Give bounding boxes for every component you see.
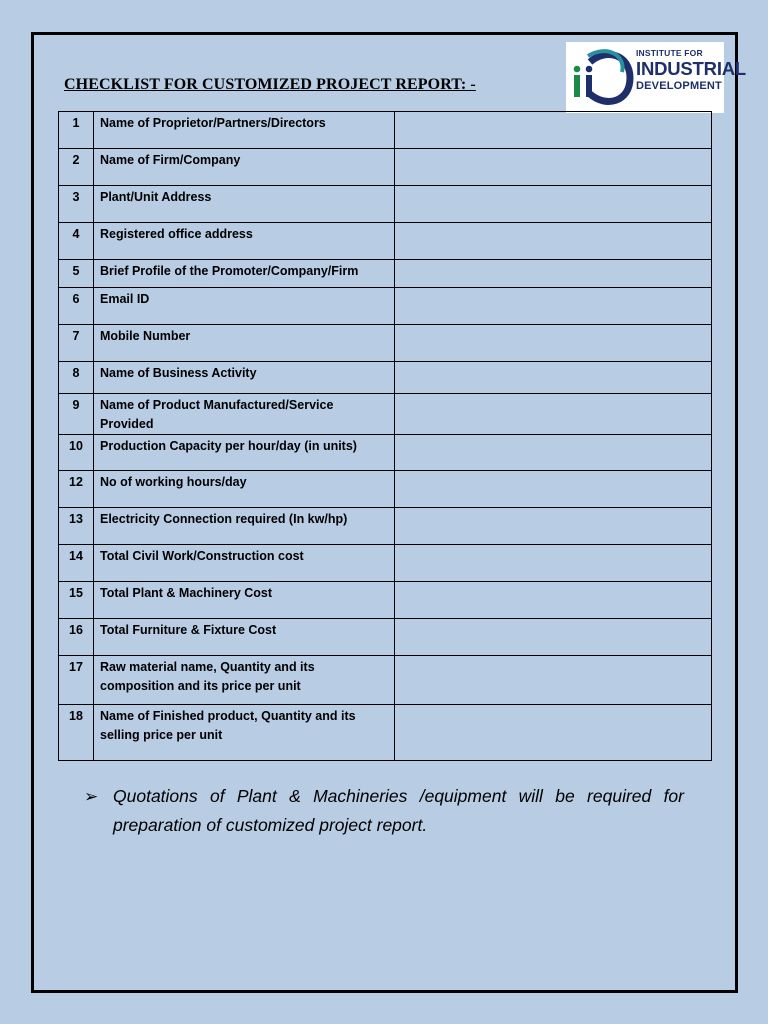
- row-label: Total Plant & Machinery Cost: [94, 582, 395, 619]
- row-number: 2: [59, 149, 94, 186]
- table-row: [59, 545, 712, 582]
- row-number: 3: [59, 186, 94, 223]
- table-row: [59, 223, 712, 260]
- row-label: Registered office address: [94, 223, 395, 260]
- table-row: [59, 582, 712, 619]
- row-label: Total Civil Work/Construction cost: [94, 545, 395, 582]
- row-value-field[interactable]: [395, 582, 712, 619]
- row-number: 7: [59, 325, 94, 362]
- row-value-field[interactable]: [395, 186, 712, 223]
- iid-logo: [566, 42, 747, 113]
- row-value-field[interactable]: [395, 223, 712, 260]
- row-value-field[interactable]: [395, 656, 712, 705]
- row-value-field[interactable]: [395, 325, 712, 362]
- row-label: Electricity Connection required (In kw/hp): [94, 508, 395, 545]
- table-row: [59, 435, 712, 471]
- row-number: 12: [59, 471, 94, 508]
- row-label: Plant/Unit Address: [94, 186, 395, 223]
- logo-line-1: INSTITUTE FOR: [636, 48, 703, 58]
- table-row: [59, 705, 712, 761]
- page-title: CHECKLIST FOR CUSTOMIZED PROJECT REPORT: -: [64, 76, 476, 93]
- row-value-field[interactable]: [395, 705, 712, 761]
- row-number: 15: [59, 582, 94, 619]
- row-number: 8: [59, 362, 94, 394]
- row-value-field[interactable]: [395, 149, 712, 186]
- row-number: 5: [59, 260, 94, 288]
- table-row: [59, 394, 712, 435]
- note-text: Quotations of Plant & Machineries /equipment will be required for preparation of customized project report.: [113, 786, 684, 835]
- note: [84, 782, 684, 840]
- arrow-bullet-icon: ➢: [84, 787, 99, 806]
- row-label: Total Furniture & Fixture Cost: [94, 619, 395, 656]
- table-row: [59, 362, 712, 394]
- logo-line-3: DEVELOPMENT: [636, 80, 722, 92]
- row-label: Name of Firm/Company: [94, 149, 395, 186]
- row-value-field[interactable]: [395, 471, 712, 508]
- row-value-field[interactable]: [395, 508, 712, 545]
- row-value-field[interactable]: [395, 394, 712, 435]
- row-label: Name of Product Manufactured/Service Provided: [94, 394, 395, 435]
- table-row: [59, 260, 712, 288]
- checklist-table: [58, 111, 712, 761]
- row-label: No of working hours/day: [94, 471, 395, 508]
- row-number: 13: [59, 508, 94, 545]
- row-number: 17: [59, 656, 94, 705]
- row-number: 16: [59, 619, 94, 656]
- row-number: 6: [59, 288, 94, 325]
- row-number: 4: [59, 223, 94, 260]
- table-row: [59, 186, 712, 223]
- row-value-field[interactable]: [395, 288, 712, 325]
- row-value-field[interactable]: [395, 545, 712, 582]
- row-value-field[interactable]: [395, 619, 712, 656]
- row-value-field[interactable]: [395, 260, 712, 288]
- row-value-field[interactable]: [395, 362, 712, 394]
- row-label: Production Capacity per hour/day (in units): [94, 435, 395, 471]
- table-row: [59, 471, 712, 508]
- iid-logo-mark: [566, 42, 636, 113]
- row-number: 10: [59, 435, 94, 471]
- row-number: 1: [59, 112, 94, 149]
- row-number: 18: [59, 705, 94, 761]
- row-label: Brief Profile of the Promoter/Company/Firm: [94, 260, 395, 288]
- row-value-field[interactable]: [395, 435, 712, 471]
- row-label: Name of Proprietor/Partners/Directors: [94, 112, 395, 149]
- row-number: 14: [59, 545, 94, 582]
- table-row: [59, 112, 712, 149]
- row-value-field[interactable]: [395, 112, 712, 149]
- row-label: Raw material name, Quantity and its composition and its price per unit: [94, 656, 395, 705]
- table-row: [59, 619, 712, 656]
- logo-line-2: INDUSTRIAL: [636, 57, 747, 79]
- row-label: Email ID: [94, 288, 395, 325]
- table-row: [59, 288, 712, 325]
- table-row: [59, 149, 712, 186]
- table-row: [59, 325, 712, 362]
- row-label: Mobile Number: [94, 325, 395, 362]
- row-number: 9: [59, 394, 94, 435]
- row-label: Name of Finished product, Quantity and its selling price per unit: [94, 705, 395, 761]
- row-label: Name of Business Activity: [94, 362, 395, 394]
- table-row: [59, 508, 712, 545]
- table-row: [59, 656, 712, 705]
